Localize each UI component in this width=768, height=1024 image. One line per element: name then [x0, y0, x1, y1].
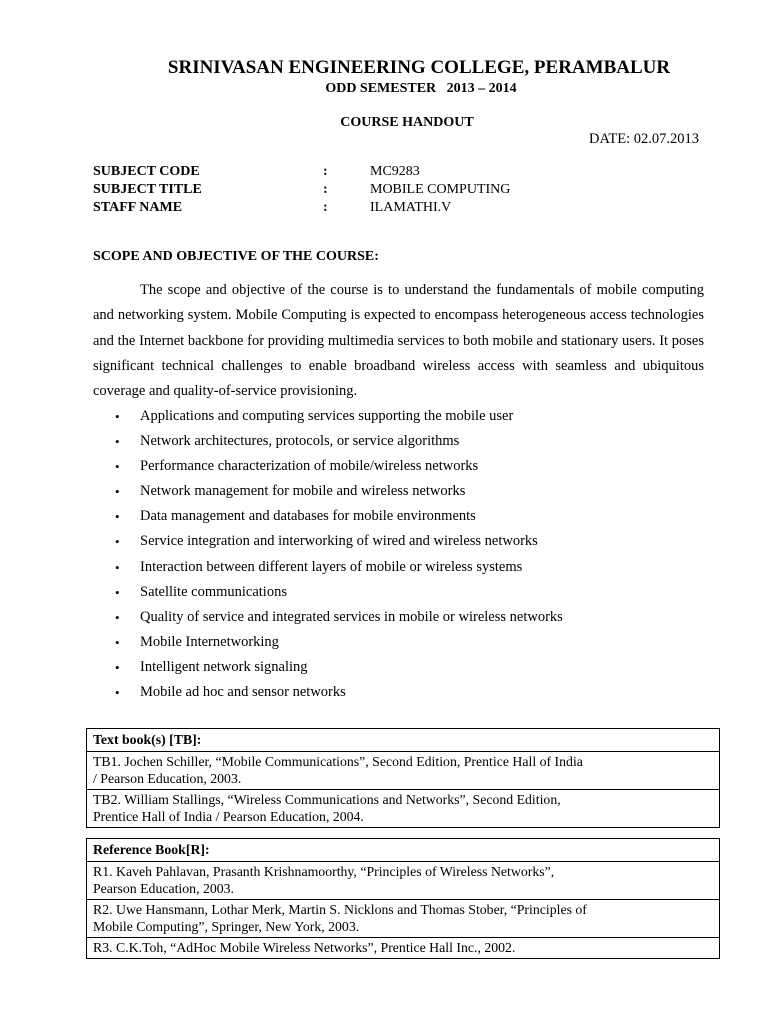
list-item: • Data management and databases for mobile environments — [93, 504, 563, 529]
handout-date: DATE: 02.07.2013 — [589, 131, 699, 147]
entry-line: / Pearson Education, 2003. — [93, 771, 242, 786]
table-row — [87, 729, 720, 752]
references-heading: Reference Book[R]: — [87, 839, 720, 862]
table-row — [87, 839, 720, 862]
table-row — [87, 752, 720, 790]
entry-line: R1. Kaveh Pahlavan, Prasanth Krishnamoorthy, “Principles of Wireless Networks”, — [93, 864, 555, 879]
textbook-entry — [87, 790, 720, 828]
course-handout-title: COURSE HANDOUT — [340, 115, 474, 130]
reference-entry — [87, 938, 720, 959]
list-item: • Satellite communications — [93, 580, 563, 605]
references-table — [86, 838, 720, 959]
table-row — [87, 790, 720, 828]
semester-title: ODD SEMESTER 2013 – 2014 — [325, 81, 517, 96]
subject-title-colon: : — [323, 182, 328, 197]
subject-code-colon: : — [323, 164, 328, 179]
staff-name-colon: : — [323, 200, 328, 215]
subject-code-value: MC9283 — [370, 164, 420, 179]
reference-entry — [87, 862, 720, 900]
list-item: • Network architectures, protocols, or service algorithms — [93, 429, 563, 454]
subject-code-label: SUBJECT CODE — [93, 164, 200, 179]
list-item: • Performance characterization of mobile/wireless networks — [93, 454, 563, 479]
topic-list — [93, 404, 563, 705]
entry-line: R2. Uwe Hansmann, Lothar Merk, Martin S. Nicklons and Thomas Stober, “Principles of — [93, 902, 587, 917]
table-row — [87, 862, 720, 900]
entry-line: TB1. Jochen Schiller, “Mobile Communications”, Second Edition, Prentice Hall of India — [93, 754, 583, 769]
list-item: • Quality of service and integrated services in mobile or wireless networks — [93, 605, 563, 630]
list-item: • Intelligent network signaling — [93, 655, 563, 680]
college-name: SRINIVASAN ENGINEERING COLLEGE, PERAMBALUR — [167, 57, 671, 78]
list-item: • Mobile ad hoc and sensor networks — [93, 680, 563, 705]
reference-entry — [87, 900, 720, 938]
textbooks-heading: Text book(s) [TB]: — [87, 729, 720, 752]
textbooks-table — [86, 728, 720, 828]
entry-line: Mobile Computing”, Springer, New York, 2003. — [93, 919, 360, 934]
table-row — [87, 900, 720, 938]
subject-title-label: SUBJECT TITLE — [93, 182, 202, 197]
table-row — [87, 938, 720, 959]
subject-title-value: MOBILE COMPUTING — [370, 182, 511, 197]
list-item: • Interaction between different layers of mobile or wireless systems — [93, 555, 563, 580]
entry-line: Prentice Hall of India / Pearson Education, 2004. — [93, 809, 364, 824]
list-item: • Service integration and interworking of wired and wireless networks — [93, 529, 563, 554]
list-item: • Network management for mobile and wireless networks — [93, 479, 563, 504]
entry-line: R3. C.K.Toh, “AdHoc Mobile Wireless Networks”, Prentice Hall Inc., 2002. — [93, 940, 516, 955]
scope-heading: SCOPE AND OBJECTIVE OF THE COURSE: — [93, 249, 379, 264]
staff-name-label: STAFF NAME — [93, 200, 183, 215]
scope-paragraph: The scope and objective of the course is to understand the fundamentals of mobile computing and networking system. Mobile Computing is expected to encompass heterogeneous access technologies and the Internet backbone for providing multimedia services to both mobile and stationary users. It poses significant technical challenges to enable broadband wireless access with seamless and ubiquitous coverage and quality-of-service provisioning. — [93, 282, 704, 400]
entry-line: TB2. William Stallings, “Wireless Communications and Networks”, Second Edition, — [93, 792, 561, 807]
entry-line: Pearson Education, 2003. — [93, 881, 235, 896]
list-item: • Applications and computing services supporting the mobile user — [93, 404, 563, 429]
list-item: • Mobile Internetworking — [93, 630, 563, 655]
staff-name-value: ILAMATHI.V — [370, 200, 452, 215]
textbook-entry — [87, 752, 720, 790]
